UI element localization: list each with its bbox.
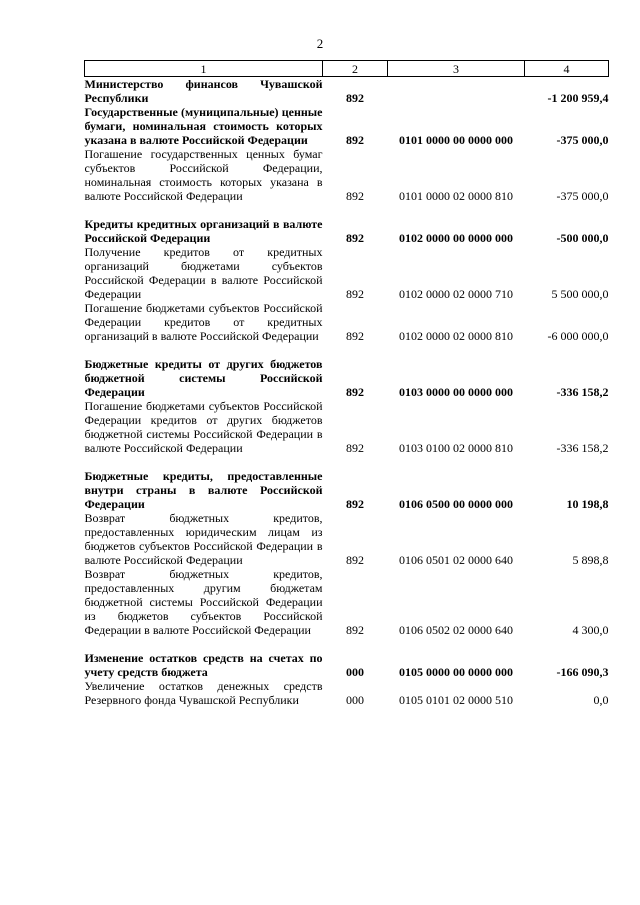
column-header: 1 — [85, 61, 323, 77]
row-name: Бюджетные кредиты, предоставленные внутри страны в валюте Российской Федерации — [84, 469, 323, 511]
row-amount: 4 300,0 — [572, 623, 609, 637]
row-code: 000 — [346, 693, 364, 707]
row-code: 892 — [346, 329, 364, 343]
table-row — [85, 217, 609, 245]
row-code: 892 — [346, 231, 364, 245]
row-code: 892 — [346, 441, 364, 455]
row-name: Государственные (муниципальные) ценные бумаги, номинальная стоимость которых указана в валюте Российской Федерации — [84, 105, 323, 147]
table-row — [85, 511, 609, 567]
column-header: 3 — [388, 61, 525, 77]
row-amount: -6 000 000,0 — [547, 329, 609, 343]
column-header: 2 — [323, 61, 388, 77]
row-kbk: 0101 0000 00 0000 000 — [399, 133, 513, 147]
row-amount: -336 158,2 — [556, 441, 609, 455]
row-name: Увеличение остатков денежных средств Резервного фонда Чувашской Республики — [84, 679, 323, 707]
row-name: Погашение государственных ценных бумаг субъектов Российской Федерации, номинальная стоимость которых указана в валюте Российской Федерации — [84, 147, 323, 203]
row-amount: 5 500 000,0 — [551, 287, 609, 301]
table-row — [85, 301, 609, 343]
row-code: 892 — [346, 497, 364, 511]
row-code: 892 — [346, 287, 364, 301]
table-row — [85, 357, 609, 399]
row-code: 892 — [346, 553, 364, 567]
row-amount: 0,0 — [593, 693, 609, 707]
row-amount: -1 200 959,4 — [547, 91, 609, 105]
row-kbk: 0102 0000 02 0000 710 — [399, 287, 513, 301]
row-name: Погашение бюджетами субъектов Российской Федерации кредитов от других бюджетов бюджетной системы Российской Федерации в валюте Российской Федерации — [84, 399, 323, 455]
table-row — [85, 651, 609, 679]
budget-sources-table — [84, 60, 609, 707]
row-code: 000 — [346, 665, 364, 679]
row-name: Бюджетные кредиты от других бюджетов бюджетной системы Российской Федерации — [84, 357, 323, 399]
row-code: 892 — [346, 133, 364, 147]
row-spacer — [85, 203, 609, 217]
row-kbk: 0105 0101 02 0000 510 — [399, 693, 513, 707]
row-kbk: 0106 0502 02 0000 640 — [399, 623, 513, 637]
row-amount: -375 000,0 — [556, 133, 609, 147]
row-spacer — [85, 455, 609, 469]
row-name: Кредиты кредитных организаций в валюте Российской Федерации — [84, 217, 323, 245]
row-name: Погашение бюджетами субъектов Российской Федерации кредитов от кредитных организаций в валюте Российской Федерации — [84, 301, 323, 343]
table-row — [85, 469, 609, 511]
column-header: 4 — [525, 61, 609, 77]
row-kbk: 0105 0000 00 0000 000 — [399, 665, 513, 679]
row-code: 892 — [346, 189, 364, 203]
table-header-row — [85, 61, 609, 77]
row-spacer — [85, 343, 609, 357]
row-amount: -166 090,3 — [556, 665, 609, 679]
row-kbk — [388, 77, 525, 106]
table-row — [85, 245, 609, 301]
table-row — [85, 567, 609, 637]
table-row — [85, 105, 609, 147]
row-name: Возврат бюджетных кредитов, предоставленных юридическим лицам из бюджетов субъектов Российской Федерации в валюте Российской Федерации — [84, 511, 323, 567]
row-code: 892 — [346, 385, 364, 399]
page-number: 2 — [316, 36, 324, 51]
row-code: 892 — [346, 91, 364, 105]
row-spacer — [85, 637, 609, 651]
row-amount: -375 000,0 — [556, 189, 609, 203]
row-kbk: 0106 0500 00 0000 000 — [399, 497, 513, 511]
row-kbk: 0103 0100 02 0000 810 — [399, 441, 513, 455]
row-name: Министерство финансов Чувашской Республики — [84, 77, 323, 105]
row-code: 892 — [346, 623, 364, 637]
row-kbk: 0101 0000 02 0000 810 — [399, 189, 513, 203]
row-name: Возврат бюджетных кредитов, предоставленных другим бюджетам бюджетной системы Российской Федерации из бюджетов субъектов Российской Федерации в валюте Российской Федерации — [84, 567, 323, 637]
table-row — [85, 147, 609, 203]
row-amount: 5 898,8 — [572, 553, 609, 567]
row-name: Получение кредитов от кредитных организаций бюджетами субъектов Российской Федерации в валюте Российской Федерации — [84, 245, 323, 301]
row-amount: 10 198,8 — [566, 497, 609, 511]
row-amount: -336 158,2 — [556, 385, 609, 399]
row-kbk: 0103 0000 00 0000 000 — [399, 385, 513, 399]
table-row — [85, 77, 609, 106]
row-amount: -500 000,0 — [556, 231, 609, 245]
table-row — [85, 679, 609, 707]
row-kbk: 0102 0000 02 0000 810 — [399, 329, 513, 343]
row-kbk: 0106 0501 02 0000 640 — [399, 553, 513, 567]
row-kbk: 0102 0000 00 0000 000 — [399, 231, 513, 245]
row-name: Изменение остатков средств на счетах по учету средств бюджета — [84, 651, 323, 679]
table-row — [85, 399, 609, 455]
